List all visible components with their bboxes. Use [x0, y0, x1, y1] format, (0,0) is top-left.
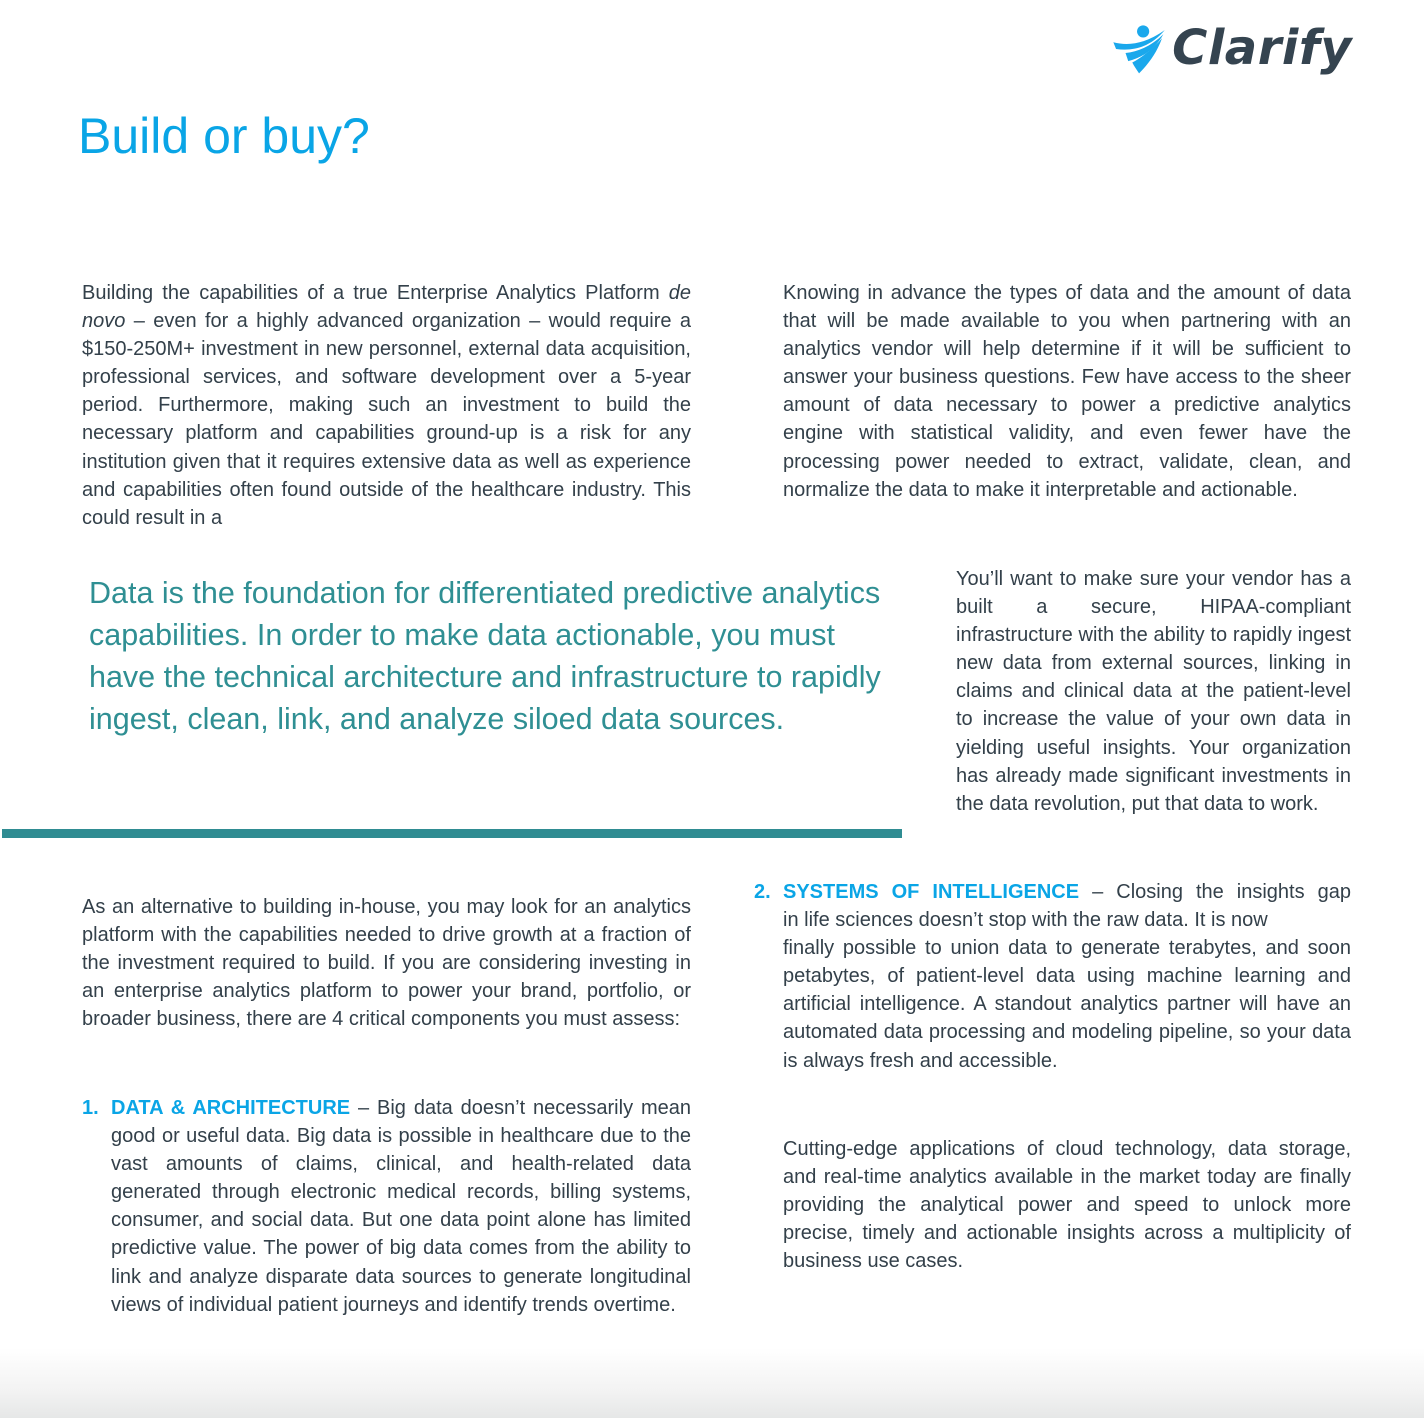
vendor-paragraph: You’ll want to make sure your vendor has a built a secure, HIPAA-compliant infrastructure with the ability to rapidly ingest new data from external sources, linking in claims and clinical data at the patient-level to increase the value of your own data in yielding useful insights. Your organization has already made significant investments in the data revolution, put that data to work. — [956, 568, 1351, 815]
intro-left-text-start: Building the capabilities of a true Enterprise Analytics Platform — [82, 282, 669, 304]
component-heading: DATA & ARCHITECTURE — [111, 1097, 351, 1119]
component-first-line — [783, 878, 1351, 906]
intro-left-text-end: – even for a highly advanced organization – would require a $150-250M+ investment in new personnel, external data acquisition, professional services, and software development over a 5-year period. Furthermore, making such an investment to build the necessary platform and capabilities ground-up is a risk for any institution given that it requires extensive data as well as experience and capabilities often found outside of the healthcare industry. This could result in a — [82, 310, 691, 529]
component-text-line1: – Closing the insights gap — [1079, 881, 1352, 903]
intro-left-italic: de novo — [82, 282, 691, 333]
teal-divider — [2, 829, 902, 838]
component-number: 1. — [82, 1097, 99, 1119]
page-title: Build or buy? — [78, 108, 370, 164]
component-number: 2. — [754, 881, 771, 903]
component-text-line2: in life sciences doesn’t stop with the raw data. It is now — [783, 909, 1268, 932]
pull-quote: Data is the foundation for differentiated predictive analytics capabilities. In order to make data actionable, you must have the technical architecture and infrastructure to rapidly ingest, clean, link, and analyze siloed data sources. — [89, 576, 881, 736]
component-heading: SYSTEMS OF INTELLIGENCE — [783, 881, 1080, 903]
intro-right-paragraph: Knowing in advance the types of data and the amount of data that will be made available to you when partnering with an analytics vendor will help determine if it will be sufficient to answer your business questions. Few have access to the sheer amount of data necessary to power a predictive analytics engine with statistical validity, and even fewer have the processing power needed to extract, validate, clean, and normalize the data to make it interpretable and actionable. — [783, 282, 1351, 501]
component-item-data-architecture — [82, 1094, 691, 1319]
clarify-figure-icon — [1112, 16, 1166, 82]
alternative-paragraph: As an alternative to building in-house, you may look for an analytics platform with the capabilities needed to drive growth at a fraction of the investment required to build. If you are considering investing in an enterprise analytics platform to power your brand, portfolio, or broader business, there are 4 critical components you must assess: — [82, 896, 691, 1031]
page-bottom-shadow — [0, 1348, 1424, 1418]
clarify-logo — [1112, 14, 1352, 84]
component-text: – Big data doesn’t necessarily mean good or useful data. Big data is possible in healthcare due to the vast amounts of claims, clinical, and health-related data generated through electronic medical records, billing systems, consumer, and social data. But one data point alone has limited predictive value. The power of big data comes from the ability to link and analyze disparate data sources to generate longitudinal views of individual patient journeys and identify trends overtime. — [111, 1097, 691, 1316]
cloud-paragraph: Cutting-edge applications of cloud technology, data storage, and real-time analytics available in the market today are finally providing the analytical power and speed to unlock more precise, timely and actionable insights across a multiplicity of business use cases. — [783, 1138, 1351, 1273]
clarify-wordmark: Clarify — [1172, 20, 1352, 76]
intro-left-paragraph — [82, 279, 691, 532]
component-item-systems-of-intelligence — [754, 878, 1352, 1075]
component-text-rest: finally possible to union data to generate terabytes, and soon petabytes, of patient-level data using machine learning and artificial intelligence. A standout analytics partner will have an automated data processing and modeling pipeline, so your data is always fresh and accessible. — [783, 937, 1351, 1072]
